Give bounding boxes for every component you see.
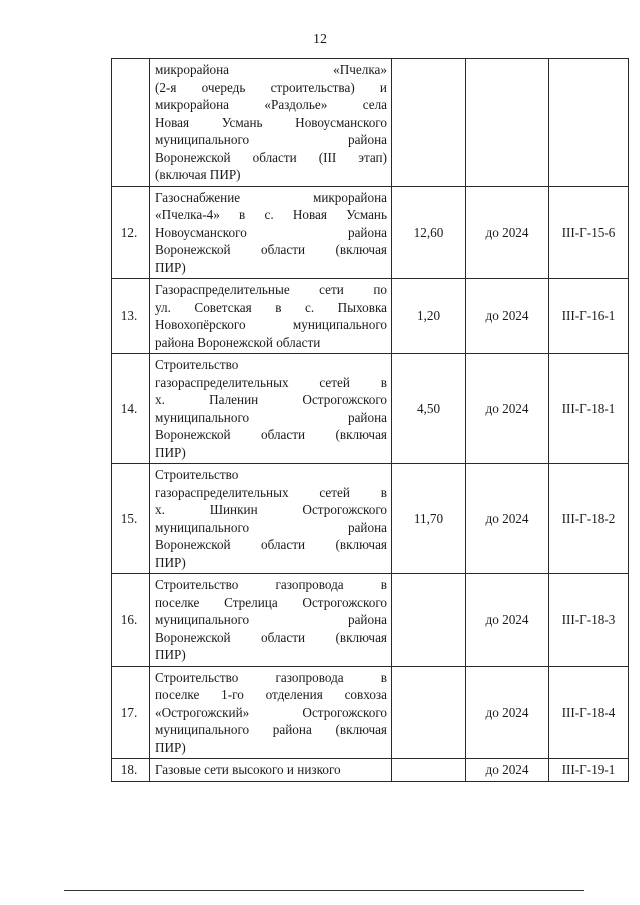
amount-cell: 4,50 — [392, 354, 466, 464]
page-number: 12 — [313, 32, 327, 47]
project-name-cell — [150, 666, 392, 759]
project-code-cell: III-Г-15-6 — [549, 186, 629, 279]
row-number-cell: 17. — [112, 666, 150, 759]
deadline-cell: до 2024 — [466, 464, 549, 574]
project-name-line: «Пчелка-4» в с. Новая Усмань — [155, 207, 387, 222]
amount-cell: 1,20 — [392, 279, 466, 354]
project-name-line: Газораспределительные сети по — [155, 282, 387, 297]
project-name-line: ПИР) — [155, 739, 186, 755]
row-number-cell — [112, 59, 150, 187]
project-name-line: газораспределительных сетей в — [155, 374, 387, 390]
row-number-cell: 13. — [112, 279, 150, 354]
project-name-line: муниципального района — [155, 612, 387, 627]
table-row — [112, 574, 629, 667]
project-name-line: Строительство газопровода в — [155, 577, 387, 592]
table-row — [112, 759, 629, 782]
project-name-line: муниципального района — [155, 409, 387, 425]
amount-cell — [392, 574, 466, 667]
project-name-line: Воронежской области (включая — [155, 629, 387, 645]
project-name-line: ул. Советская в с. Пыховка — [155, 299, 387, 315]
row-number-cell: 14. — [112, 354, 150, 464]
amount-cell: 12,60 — [392, 186, 466, 279]
project-name-line: ПИР) — [155, 647, 186, 662]
project-code-cell: III-Г-18-3 — [549, 574, 629, 667]
amount-cell — [392, 59, 466, 187]
project-name-line: муниципального района — [155, 519, 387, 535]
project-name-line: х. Шинкин Острогожского — [155, 502, 387, 517]
project-name-line: Газоснабжение микрорайона — [155, 189, 387, 205]
table-row — [112, 279, 629, 354]
deadline-cell — [466, 59, 549, 187]
row-number-cell: 12. — [112, 186, 150, 279]
row-number-cell: 16. — [112, 574, 150, 667]
project-name-line: района Воронежской области — [155, 334, 321, 350]
project-name-line: «Острогожский» Острогожского — [155, 704, 387, 720]
project-name-cell — [150, 464, 392, 574]
project-name-line: Воронежской области (включая — [155, 427, 387, 442]
project-name-cell — [150, 759, 392, 782]
project-code-cell: III-Г-18-2 — [549, 464, 629, 574]
deadline-cell: до 2024 — [466, 186, 549, 279]
deadline-cell: до 2024 — [466, 279, 549, 354]
project-code-cell — [549, 59, 629, 187]
project-name-line: Воронежской области (включая — [155, 537, 387, 552]
amount-cell: 11,70 — [392, 464, 466, 574]
project-name-line: газораспределительных сетей в — [155, 484, 387, 500]
table-row — [112, 354, 629, 464]
footer-rule — [64, 890, 584, 891]
project-name-line: (2-я очередь строительства) и — [155, 79, 387, 95]
table-row — [112, 59, 629, 187]
project-name-line: Новохопёрского муниципального — [155, 317, 387, 332]
project-code-cell: III-Г-18-1 — [549, 354, 629, 464]
project-code-cell: III-Г-16-1 — [549, 279, 629, 354]
project-name-line: поселке Стрелица Острогожского — [155, 594, 387, 610]
project-name-cell — [150, 59, 392, 187]
table-row — [112, 464, 629, 574]
project-name-line: микрорайона «Пчелка» — [155, 62, 387, 77]
projects-table — [111, 58, 629, 782]
project-name-line: Воронежской области (включая — [155, 242, 387, 257]
row-number-cell: 15. — [112, 464, 150, 574]
amount-cell — [392, 759, 466, 782]
project-name-line: ПИР) — [155, 554, 186, 570]
projects-table-body — [112, 59, 629, 782]
project-name-line: Новоусманского района — [155, 224, 387, 240]
table-row — [112, 186, 629, 279]
row-number-cell: 18. — [112, 759, 150, 782]
deadline-cell: до 2024 — [466, 666, 549, 759]
project-code-cell: III-Г-18-4 — [549, 666, 629, 759]
deadline-cell: до 2024 — [466, 354, 549, 464]
project-name-line: Воронежской области (III этап) — [155, 149, 387, 165]
project-name-line: Строительство — [155, 467, 239, 482]
project-name-line: Новая Усмань Новоусманского — [155, 114, 387, 130]
project-name-cell — [150, 574, 392, 667]
project-name-line: поселке 1-го отделения совхоза — [155, 687, 387, 702]
project-name-line: муниципального района (включая — [155, 722, 387, 737]
project-name-cell — [150, 186, 392, 279]
project-name-line: микрорайона «Раздолье» села — [155, 97, 387, 112]
amount-cell — [392, 666, 466, 759]
project-name-line: х. Паленин Острогожского — [155, 392, 387, 407]
deadline-cell: до 2024 — [466, 574, 549, 667]
project-name-line: Строительство газопровода в — [155, 669, 387, 685]
project-name-line: Строительство — [155, 357, 239, 372]
deadline-cell: до 2024 — [466, 759, 549, 782]
project-code-cell: III-Г-19-1 — [549, 759, 629, 782]
table-row — [112, 666, 629, 759]
project-name-cell — [150, 354, 392, 464]
project-name-line: (включая ПИР) — [155, 167, 241, 182]
project-name-line: муниципального района — [155, 132, 387, 147]
project-name-line: Газовые сети высокого и низкого — [155, 762, 341, 777]
project-name-line: ПИР) — [155, 259, 186, 275]
project-name-cell — [150, 279, 392, 354]
project-name-line: ПИР) — [155, 444, 186, 460]
